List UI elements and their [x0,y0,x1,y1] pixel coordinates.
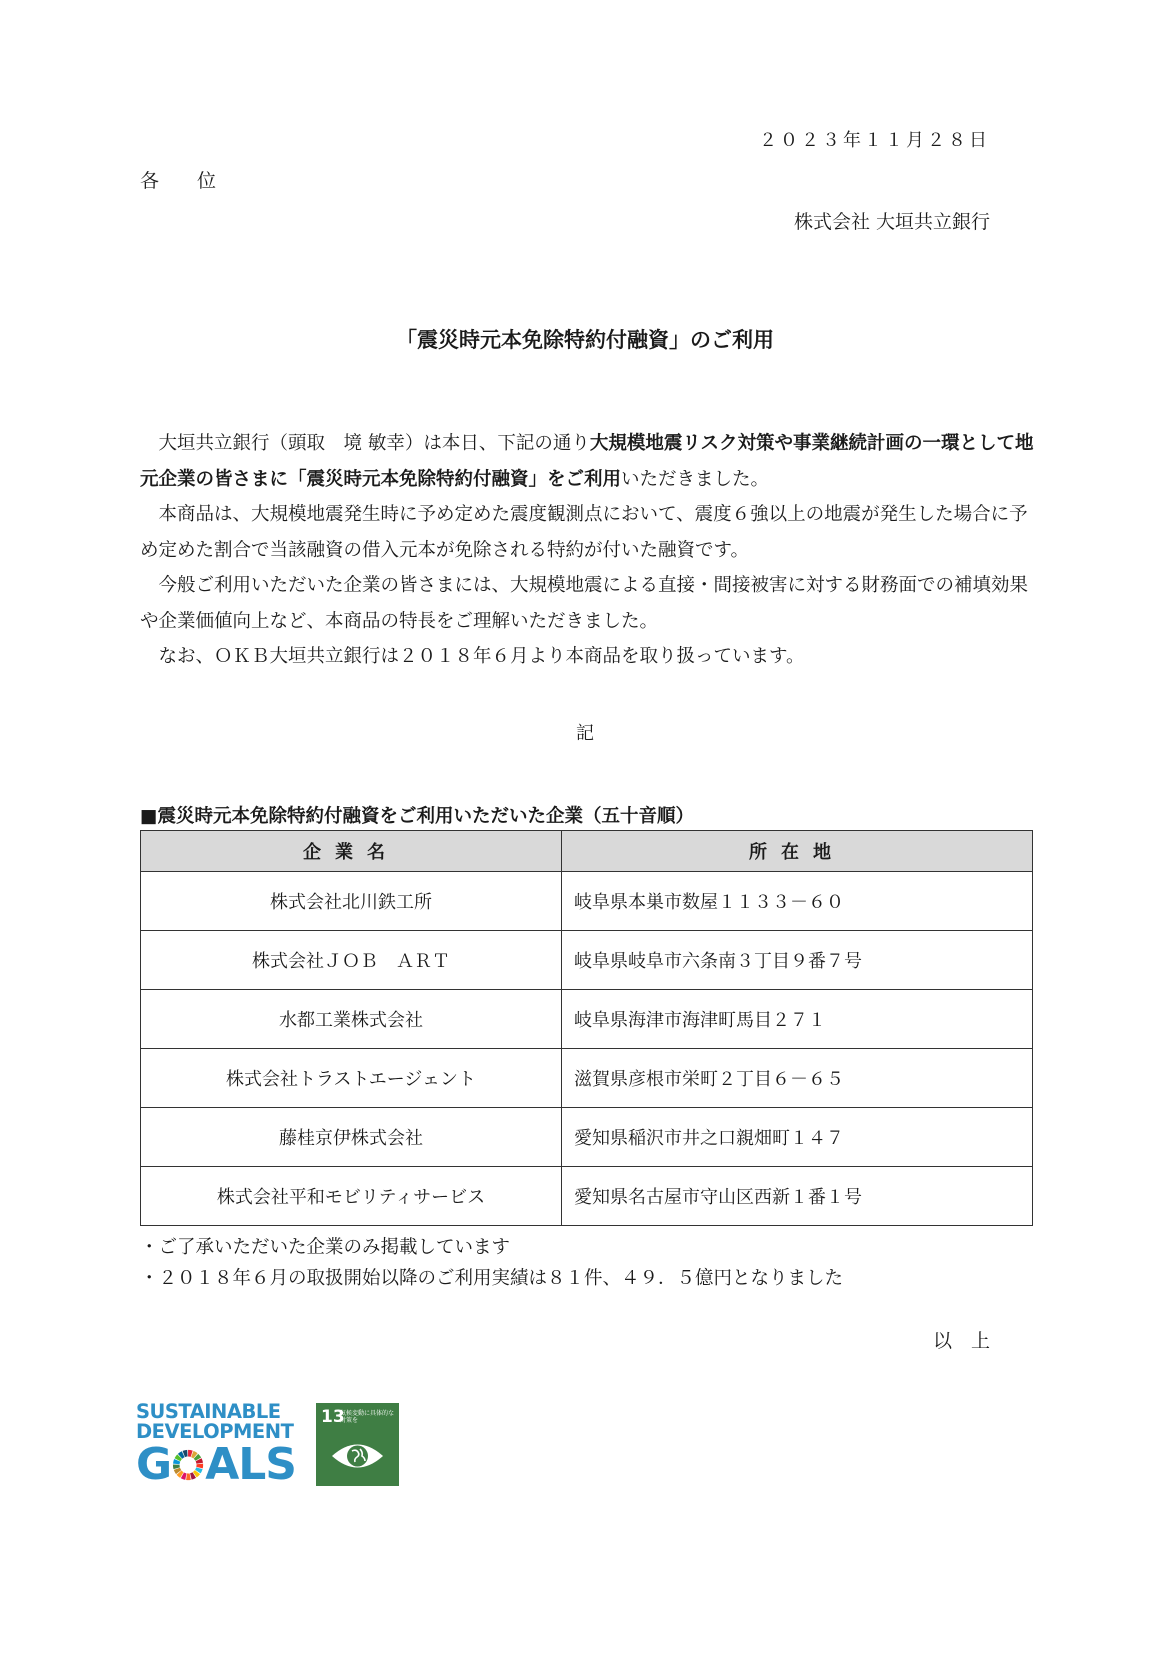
document-date: ２０２３年１１月２８日 [759,130,990,151]
paragraph-2: 本商品は、大規模地震発生時に予め定めた震度観測点において、震度６強以上の地震が発生した場合に予め定めた割合で当該融資の借入元本が免除される特約が付いた融資です。 [140,504,1028,561]
company-address: 岐阜県海津市海津町馬目２７１ [562,990,1033,1049]
closing: 以 上 [932,1330,990,1352]
body-text [140,426,1036,675]
company-address: 愛知県稲沢市井之口親畑町１４７ [562,1108,1033,1167]
recipient: 各 位 [140,170,217,192]
table-row [141,1049,1033,1108]
paragraph-1-end: いただきました。 [621,468,770,490]
company-name: 藤桂京伊株式会社 [141,1108,562,1167]
paragraph-1-intro: 大垣共立銀行（頭取 境 敏幸）は本日、下記の通り [158,433,590,454]
paragraph-1-emphasis: 大規模地震リスク対策や事業継続計画の一環として地元企業の皆さまに「震災時元本免除特約付融資」をご利用 [140,433,1034,490]
table-row [141,1108,1033,1167]
sdgs-logo-line1: SUSTAINABLE [136,1400,281,1423]
table-header-row [141,831,1033,872]
sdgs-wheel-icon [172,1448,204,1482]
column-header-company: 企業名 [141,831,562,872]
column-header-address: 所在地 [562,831,1033,872]
company-address: 岐阜県岐阜市六条南３丁目９番７号 [562,931,1033,990]
sdgs-logo-line3 [136,1439,296,1490]
note-item: ・２０１８年６月の取扱開始以降のご利用実績は８１件、４９．５億円となりました [140,1268,844,1289]
table-row [141,931,1033,990]
company-name: 株式会社平和モビリティサービス [141,1167,562,1226]
sdgs-logo [136,1400,296,1490]
company-name: 水都工業株式会社 [141,990,562,1049]
earth-eye-icon [316,1403,399,1486]
paragraph-1 [140,426,1036,497]
goal-caption: 気候変動に具体的な対策を [340,1410,395,1424]
document-title: 「震災時元本免除特約付融資」のご利用 [396,328,774,352]
paragraph-4: なお、ＯＫＢ大垣共立銀行は２０１８年６月より本商品を取り扱っています。 [158,646,805,667]
table-row [141,990,1033,1049]
note-item: ・ご了承いただいた企業のみ掲載しています [140,1237,511,1258]
section-title: ■震災時元本免除特約付融資をご利用いただいた企業（五十音順） [140,806,694,827]
goal-number: 13 [321,1407,345,1427]
company-name: 株式会社ＪＯＢ ＡＲＴ [141,931,562,990]
company-name: 株式会社北川鉄工所 [141,872,562,931]
notes [140,1232,843,1294]
sdgs-logo-g: G [136,1439,172,1490]
sdgs-logo-line2: DEVELOPMENT [136,1419,294,1443]
sdgs-logo-als: ALS [205,1439,296,1490]
sdg-goal13-badge [316,1403,399,1486]
company-address: 滋賀県彦根市栄町２丁目６－６５ [562,1049,1033,1108]
paragraph-3: 今般ご利用いただいた企業の皆さまには、大規模地震による直接・間接被害に対する財務面での補填効果や企業価値向上など、本商品の特長をご理解いただきました。 [140,575,1029,632]
table-row [141,872,1033,931]
sender: 株式会社 大垣共立銀行 [793,211,990,233]
company-address: 岐阜県本巣市数屋１１３３－６０ [562,872,1033,931]
companies-table [140,830,1033,1226]
company-name: 株式会社トラストエージェント [141,1049,562,1108]
sdgs-wheel-segment [196,1464,203,1469]
table-row [141,1167,1033,1226]
company-address: 愛知県名古屋市守山区西新１番１号 [562,1167,1033,1226]
sdgs-wheel-segment [186,1473,191,1480]
ki-marker: 記 [576,723,594,744]
